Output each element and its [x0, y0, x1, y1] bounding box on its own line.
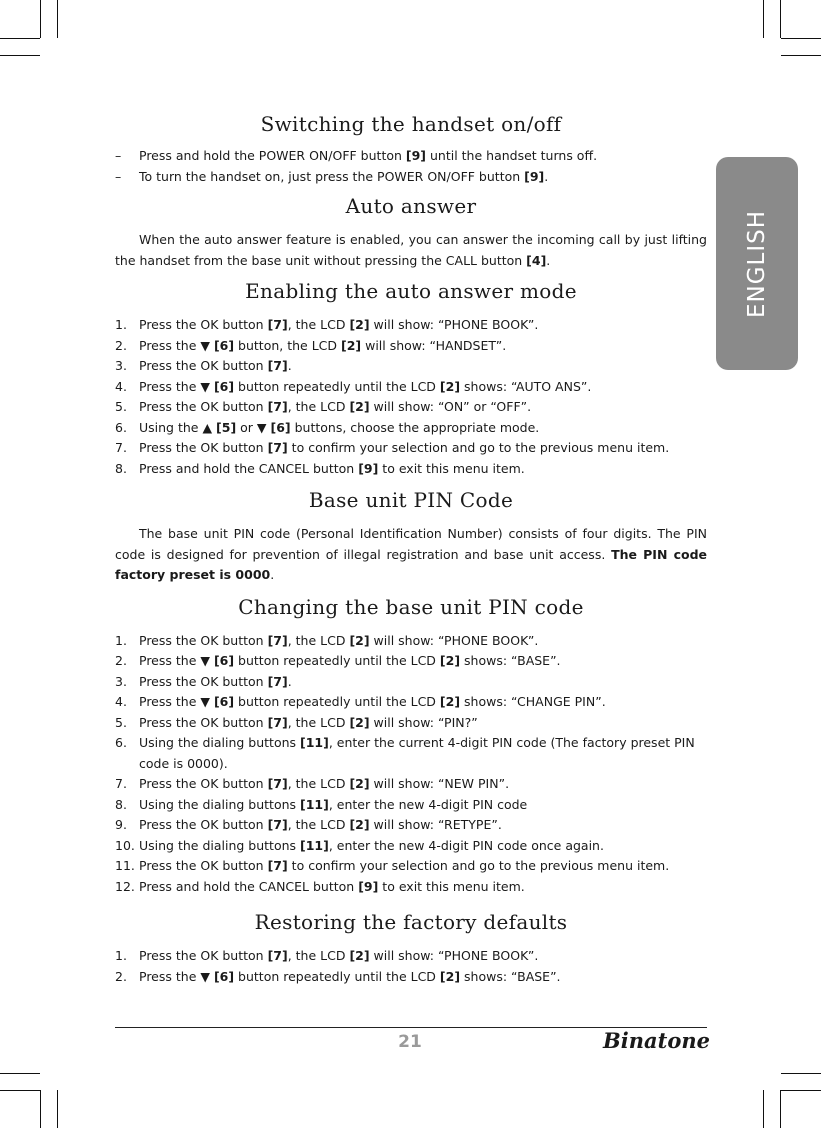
- section-title-changing-pin: Changing the base unit PIN code: [238, 594, 584, 619]
- crop-mark: [0, 55, 40, 56]
- list-item: – Press and hold the POWER ON/OFF button [9] until the handset turns off.: [115, 148, 598, 163]
- list-item: – To turn the handset on, just press the POWER ON/OFF button [9].: [115, 168, 549, 184]
- enabling-steps: [115, 315, 707, 479]
- list-item: 2. Press the ▼ [6] button, the LCD [2] will show: “HANDSET”.: [115, 337, 507, 353]
- changing-pin-steps: [115, 631, 707, 898]
- crop-mark: [57, 1090, 58, 1128]
- list-item: 5. Press the OK button [7], the LCD [2] will show: “ON” or “OFF”.: [115, 399, 532, 414]
- crop-mark: [57, 0, 58, 38]
- list-item: 4. Press the ▼ [6] button repeatedly until the LCD [2] shows: “CHANGE PIN”.: [115, 694, 606, 709]
- crop-mark: [781, 38, 821, 39]
- crop-mark: [763, 1090, 764, 1128]
- crop-mark: [780, 0, 781, 38]
- page-number: 21: [398, 1032, 422, 1052]
- list-item: 8. Press and hold the CANCEL button [9] to exit this menu item.: [115, 460, 525, 476]
- list-item: 6. Using the ▲ [5] or ▼ [6] buttons, choose the appropriate mode.: [115, 419, 540, 435]
- list-item: 3. Press the OK button [7].: [115, 673, 292, 689]
- restoring-steps: [115, 946, 707, 987]
- section-title-auto-answer: Auto answer: [345, 194, 477, 218]
- list-item: 5. Press the OK button [7], the LCD [2] will show: “PIN?”: [115, 714, 478, 730]
- switching-list: [115, 146, 707, 187]
- list-item: 1. Press the OK button [7], the LCD [2] will show: “PHONE BOOK”.: [115, 317, 539, 332]
- crop-mark: [40, 0, 41, 38]
- section-title-switching: Switching the handset on/off: [260, 112, 562, 136]
- list-item: 10. Using the dialing buttons [11], enter the new 4-digit PIN code once again.: [115, 837, 604, 853]
- list-item: 12. Press and hold the CANCEL button [9] to exit this menu item.: [115, 878, 525, 894]
- list-item: 6. Using the dialing buttons [11], enter the current 4-digit PIN code (The factory preset PIN code is 0000).: [115, 735, 695, 771]
- brand-logo: Binatone: [603, 1028, 710, 1053]
- list-item: 8. Using the dialing buttons [11], enter the new 4-digit PIN code: [115, 796, 528, 812]
- page-content: [115, 112, 707, 987]
- list-item: 1. Press the OK button [7], the LCD [2] will show: “PHONE BOOK”.: [115, 948, 539, 963]
- language-tab-label: ENGLISH: [744, 209, 770, 318]
- crop-mark: [781, 1073, 821, 1074]
- language-tab: [716, 157, 798, 370]
- auto-answer-paragraph: When the auto answer feature is enabled, you can answer the incoming call by just lifting the handset from the base unit without pressing the CALL button [4].: [115, 232, 707, 268]
- list-item: 2. Press the ▼ [6] button repeatedly until the LCD [2] shows: “BASE”.: [115, 968, 561, 984]
- crop-mark: [781, 1090, 821, 1091]
- list-item: 1. Press the OK button [7], the LCD [2] will show: “PHONE BOOK”.: [115, 632, 539, 648]
- list-item: 11. Press the OK button [7] to confirm your selection and go to the previous menu item.: [115, 858, 670, 873]
- crop-mark: [40, 1090, 41, 1128]
- list-item: 7. Press the OK button [7] to confirm your selection and go to the previous menu item.: [115, 440, 670, 455]
- list-item: 9. Press the OK button [7], the LCD [2] will show: “RETYPE”.: [115, 817, 502, 832]
- crop-mark: [780, 1090, 781, 1128]
- crop-mark: [763, 0, 764, 38]
- crop-mark: [0, 38, 40, 39]
- base-pin-paragraph: The base unit PIN code (Personal Identification Number) consists of four digits. The PIN code is designed for prevention of illegal registration and base unit access. The PIN code factory preset is 0000.: [115, 526, 707, 582]
- section-title-enabling: Enabling the auto answer mode: [245, 279, 577, 303]
- section-title-restoring: Restoring the factory defaults: [254, 910, 568, 934]
- list-item: 3. Press the OK button [7].: [115, 358, 292, 373]
- list-item: 2. Press the ▼ [6] button repeatedly until the LCD [2] shows: “BASE”.: [115, 653, 561, 668]
- crop-mark: [0, 1073, 40, 1074]
- crop-mark: [781, 55, 821, 56]
- list-item: 4. Press the ▼ [6] button repeatedly until the LCD [2] shows: “AUTO ANS”.: [115, 378, 592, 394]
- list-item: 7. Press the OK button [7], the LCD [2] will show: “NEW PIN”.: [115, 776, 510, 791]
- section-title-base-pin: Base unit PIN Code: [308, 488, 514, 512]
- crop-mark: [0, 1090, 40, 1091]
